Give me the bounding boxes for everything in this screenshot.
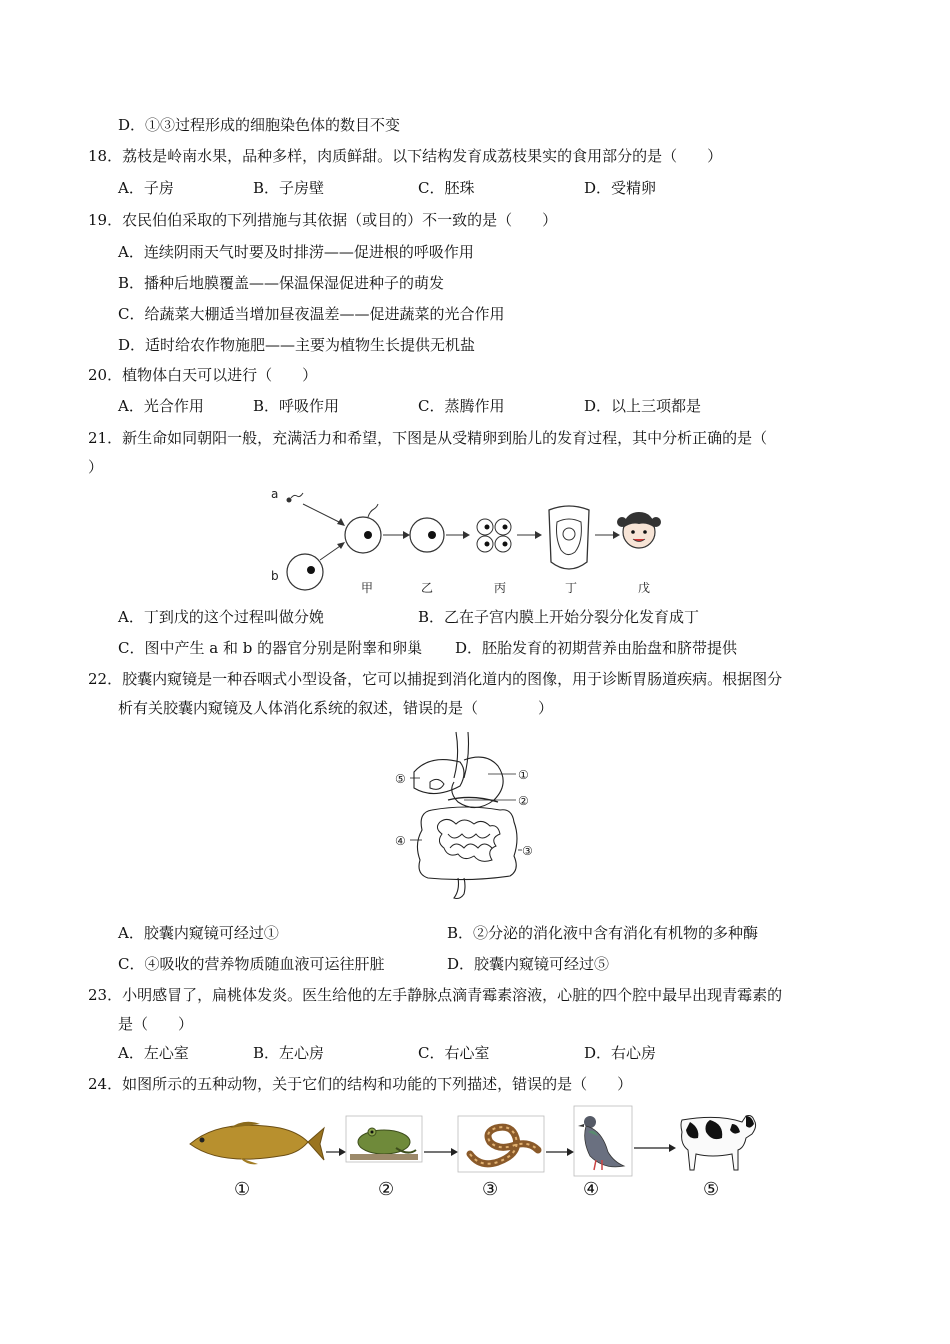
q22-option-c: C．④吸收的营养物质随血液可运往肝脏 bbox=[118, 955, 385, 973]
zygote-jia bbox=[345, 504, 381, 553]
large-intestine bbox=[417, 807, 517, 880]
embryo-development-figure bbox=[265, 482, 695, 600]
q21-stem: 21．新生命如同朝阳一般，充满活力和希望，下图是从受精卵到胎儿的发育过程，其中分析正确的是（ bbox=[88, 429, 768, 447]
q22-option-a: A．胶囊内窥镜可经过① bbox=[118, 924, 279, 942]
q24-stem: 24．如图所示的五种动物，关于它们的结构和功能的下列描述，错误的是（ ） bbox=[88, 1075, 633, 1093]
digestive-system-figure bbox=[392, 730, 547, 905]
q21-option-a: A．丁到戊的这个过程叫做分娩 bbox=[118, 608, 324, 626]
q23-option-b: B．左心房 bbox=[253, 1044, 325, 1062]
animal-label-4: ④ bbox=[583, 1179, 600, 1200]
rectum bbox=[454, 878, 465, 899]
frog-image bbox=[346, 1116, 422, 1162]
q19-stem: 19．农民伯伯采取的下列措施与其依据（或目的）不一致的是（ ） bbox=[88, 211, 558, 229]
pigeon-image bbox=[574, 1106, 632, 1176]
q18-stem: 18．荔枝是岭南水果，品种多样，肉质鲜甜。以下结构发育成荔枝果实的食用部分的是（ ） bbox=[88, 147, 723, 165]
label-b: b bbox=[271, 569, 279, 583]
q17-option-d: D．①③过程形成的细胞染色体的数目不变 bbox=[118, 116, 401, 134]
q21-option-d: D．胚胎发育的初期营养由胎盘和脐带提供 bbox=[455, 639, 738, 657]
label-ding: 丁 bbox=[565, 581, 578, 595]
small-intestine bbox=[437, 819, 500, 861]
label-yi: 乙 bbox=[421, 581, 434, 595]
animal-label-1: ① bbox=[234, 1179, 251, 1200]
label-2: ② bbox=[518, 794, 529, 808]
label-bing: 丙 bbox=[494, 581, 507, 595]
q23-stem-cont: 是（ ） bbox=[118, 1015, 194, 1033]
five-animals-figure bbox=[170, 1102, 770, 1182]
q22-option-d: D．胶囊内窥镜可经过⑤ bbox=[447, 955, 610, 973]
cell-yi bbox=[410, 518, 444, 552]
label-jia: 甲 bbox=[361, 581, 374, 595]
label-4: ④ bbox=[395, 834, 406, 848]
gallbladder bbox=[430, 779, 444, 789]
label-wu: 戊 bbox=[638, 581, 651, 595]
q20-option-b: B．呼吸作用 bbox=[253, 397, 340, 415]
morula-bing bbox=[477, 519, 511, 552]
sperm-icon bbox=[287, 493, 304, 503]
baby-wu bbox=[617, 512, 661, 548]
q23-option-a: A．左心室 bbox=[118, 1044, 189, 1062]
q18-option-c: C．胚珠 bbox=[418, 179, 475, 197]
q19-option-a: A．连续阴雨天气时要及时排涝——促进根的呼吸作用 bbox=[118, 243, 474, 261]
fish-image bbox=[176, 1116, 324, 1172]
snake-image bbox=[458, 1116, 544, 1172]
q21-option-b: B．乙在子宫内膜上开始分裂分化发育成丁 bbox=[418, 608, 700, 626]
label-a: a bbox=[271, 487, 279, 501]
q20-option-d: D．以上三项都是 bbox=[584, 397, 702, 415]
q18-option-a: A．子房 bbox=[118, 179, 174, 197]
q23-option-c: C．右心室 bbox=[418, 1044, 490, 1062]
label-1: ① bbox=[518, 768, 529, 782]
esophagus bbox=[454, 732, 469, 778]
q23-option-d: D．右心房 bbox=[584, 1044, 657, 1062]
q19-option-d: D．适时给农作物施肥——主要为植物生长提供无机盐 bbox=[118, 336, 476, 354]
label-5: ⑤ bbox=[395, 772, 406, 786]
q19-option-c: C．给蔬菜大棚适当增加昼夜温差——促进蔬菜的光合作用 bbox=[118, 305, 505, 323]
q21-option-c: C．图中产生 a 和 b 的器官分别是附睾和卵巢 bbox=[118, 639, 423, 657]
q22-option-b: B．②分泌的消化液中含有消化有机物的多种酶 bbox=[447, 924, 759, 942]
label-3: ③ bbox=[522, 844, 533, 858]
fetus-in-uterus-ding bbox=[549, 506, 589, 569]
animal-label-5: ⑤ bbox=[703, 1179, 720, 1200]
animal-label-2: ② bbox=[378, 1179, 395, 1200]
q21-stem-cont: ） bbox=[88, 458, 104, 476]
egg-cell bbox=[287, 554, 323, 590]
q23-stem: 23．小明感冒了，扁桃体发炎。医生给他的左手静脉点滴青霉素溶液，心脏的四个腔中最早出现青霉素的 bbox=[88, 986, 783, 1004]
q20-option-a: A．光合作用 bbox=[118, 397, 204, 415]
q22-stem: 22．胶囊内窥镜是一种吞咽式小型设备，它可以捕捉到消化道内的图像，用于诊断胃肠道疾病。根据图分 bbox=[88, 670, 783, 688]
q22-stem-cont: 析有关胶囊内窥镜及人体消化系统的叙述，错误的是（ ） bbox=[118, 699, 554, 717]
q19-option-b: B．播种后地膜覆盖——保温保湿促进种子的萌发 bbox=[118, 274, 445, 292]
animal-label-3: ③ bbox=[482, 1179, 499, 1200]
cow-image bbox=[681, 1116, 756, 1171]
q20-stem: 20．植物体白天可以进行（ ） bbox=[88, 366, 318, 384]
q18-option-b: B．子房壁 bbox=[253, 179, 325, 197]
q18-option-d: D．受精卵 bbox=[584, 179, 657, 197]
q20-option-c: C．蒸腾作用 bbox=[418, 397, 505, 415]
